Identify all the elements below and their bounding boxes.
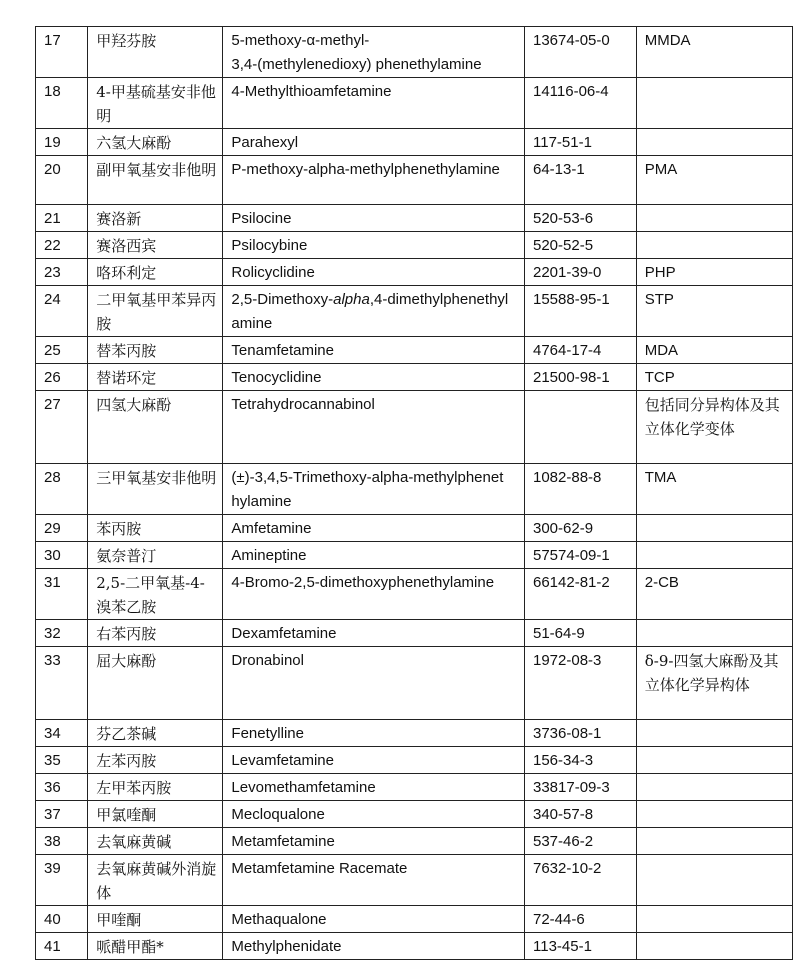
row-number: 29 xyxy=(36,515,88,542)
cas-number: 117-51-1 xyxy=(525,129,637,156)
row-number: 27 xyxy=(36,391,88,464)
english-name: Methylphenidate xyxy=(223,933,525,960)
english-name: (±)-3,4,5-Trimethoxy-alpha-methylphenet hylamine xyxy=(223,464,525,515)
english-name: Amineptine xyxy=(223,542,525,569)
remark xyxy=(636,232,792,259)
english-name: Metamfetamine xyxy=(223,828,525,855)
english-name: Psilocybine xyxy=(223,232,525,259)
chinese-name: 去氧麻黄碱 xyxy=(88,828,223,855)
chinese-name: 赛洛西宾 xyxy=(88,232,223,259)
chinese-name: 左苯丙胺 xyxy=(88,747,223,774)
english-name: 4-Methylthioamfetamine xyxy=(223,78,525,129)
english-name: Psilocine xyxy=(223,205,525,232)
controlled-substances-table xyxy=(35,26,793,960)
cas-number: 13674-05-0 xyxy=(525,27,637,78)
cas-number: 51-64-9 xyxy=(525,620,637,647)
remark xyxy=(636,906,792,933)
chinese-name: 替苯丙胺 xyxy=(88,337,223,364)
table-row xyxy=(36,464,793,515)
remark: MDA xyxy=(636,337,792,364)
chinese-name: 芬乙茶碱 xyxy=(88,720,223,747)
chinese-name: 苯丙胺 xyxy=(88,515,223,542)
chinese-name: 2,5-二甲氧基-4-溴苯乙胺 xyxy=(88,569,223,620)
table-row xyxy=(36,205,793,232)
remark xyxy=(636,620,792,647)
english-name: Levamfetamine xyxy=(223,747,525,774)
english-name: Metamfetamine Racemate xyxy=(223,855,525,906)
english-name: Mecloqualone xyxy=(223,801,525,828)
chinese-name: 氨奈普汀 xyxy=(88,542,223,569)
table-row xyxy=(36,647,793,720)
remark: δ-9-四氢大麻酚及其立体化学异构体 xyxy=(636,647,792,720)
cas-number xyxy=(525,391,637,464)
english-name: 5-methoxy-α-methyl- 3,4-(methylenedioxy) phenethylamine xyxy=(223,27,525,78)
cas-number: 72-44-6 xyxy=(525,906,637,933)
cas-number: 520-52-5 xyxy=(525,232,637,259)
table-row xyxy=(36,27,793,78)
english-name: Dronabinol xyxy=(223,647,525,720)
chinese-name: 三甲氧基安非他明 xyxy=(88,464,223,515)
table-body xyxy=(36,27,793,960)
table-row xyxy=(36,78,793,129)
table-row xyxy=(36,747,793,774)
table-row xyxy=(36,569,793,620)
cas-number: 520-53-6 xyxy=(525,205,637,232)
row-number: 22 xyxy=(36,232,88,259)
chinese-name: 甲氯喹酮 xyxy=(88,801,223,828)
remark: TCP xyxy=(636,364,792,391)
english-name: Rolicyclidine xyxy=(223,259,525,286)
chinese-name: 左甲苯丙胺 xyxy=(88,774,223,801)
row-number: 17 xyxy=(36,27,88,78)
english-name: Methaqualone xyxy=(223,906,525,933)
table-row xyxy=(36,720,793,747)
chinese-name: 二甲氧基甲苯异丙胺 xyxy=(88,286,223,337)
row-number: 37 xyxy=(36,801,88,828)
english-name: 4-Bromo-2,5-dimethoxyphenethylamine xyxy=(223,569,525,620)
english-name: Parahexyl xyxy=(223,129,525,156)
table-row xyxy=(36,232,793,259)
table-row xyxy=(36,259,793,286)
remark xyxy=(636,855,792,906)
cas-number: 7632-10-2 xyxy=(525,855,637,906)
cas-number: 21500-98-1 xyxy=(525,364,637,391)
row-number: 33 xyxy=(36,647,88,720)
remark: MMDA xyxy=(636,27,792,78)
row-number: 40 xyxy=(36,906,88,933)
english-name: Fenetylline xyxy=(223,720,525,747)
row-number: 25 xyxy=(36,337,88,364)
english-name: P-methoxy-alpha-methylphenethylamine xyxy=(223,156,525,205)
row-number: 28 xyxy=(36,464,88,515)
row-number: 38 xyxy=(36,828,88,855)
table-row xyxy=(36,286,793,337)
cas-number: 57574-09-1 xyxy=(525,542,637,569)
cas-number: 3736-08-1 xyxy=(525,720,637,747)
chinese-name: 甲喹酮 xyxy=(88,906,223,933)
remark xyxy=(636,720,792,747)
cas-number: 537-46-2 xyxy=(525,828,637,855)
row-number: 41 xyxy=(36,933,88,960)
cas-number: 300-62-9 xyxy=(525,515,637,542)
chinese-name: 咯环利定 xyxy=(88,259,223,286)
remark: PMA xyxy=(636,156,792,205)
english-name: Amfetamine xyxy=(223,515,525,542)
english-name: Tetrahydrocannabinol xyxy=(223,391,525,464)
table-row xyxy=(36,933,793,960)
english-name: Tenamfetamine xyxy=(223,337,525,364)
row-number: 31 xyxy=(36,569,88,620)
remark: TMA xyxy=(636,464,792,515)
row-number: 34 xyxy=(36,720,88,747)
remark xyxy=(636,542,792,569)
cas-number: 33817-09-3 xyxy=(525,774,637,801)
row-number: 30 xyxy=(36,542,88,569)
cas-number: 15588-95-1 xyxy=(525,286,637,337)
cas-number: 66142-81-2 xyxy=(525,569,637,620)
english-name: Levomethamfetamine xyxy=(223,774,525,801)
row-number: 32 xyxy=(36,620,88,647)
english-name: 2,5-Dimethoxy-alpha,4-dimethylphenethyl amine xyxy=(223,286,525,337)
table-row xyxy=(36,156,793,205)
remark: STP xyxy=(636,286,792,337)
row-number: 20 xyxy=(36,156,88,205)
chinese-name: 右苯丙胺 xyxy=(88,620,223,647)
remark xyxy=(636,78,792,129)
remark: PHP xyxy=(636,259,792,286)
table-row xyxy=(36,129,793,156)
table-row xyxy=(36,801,793,828)
cas-number: 2201-39-0 xyxy=(525,259,637,286)
chinese-name: 4-甲基硫基安非他明 xyxy=(88,78,223,129)
remark xyxy=(636,205,792,232)
table-row xyxy=(36,391,793,464)
table-row xyxy=(36,515,793,542)
table-row xyxy=(36,620,793,647)
remark xyxy=(636,747,792,774)
remark xyxy=(636,129,792,156)
cas-number: 1082-88-8 xyxy=(525,464,637,515)
chinese-name: 屈大麻酚 xyxy=(88,647,223,720)
row-number: 19 xyxy=(36,129,88,156)
row-number: 18 xyxy=(36,78,88,129)
row-number: 24 xyxy=(36,286,88,337)
table-row xyxy=(36,542,793,569)
table-row xyxy=(36,906,793,933)
remark xyxy=(636,933,792,960)
row-number: 35 xyxy=(36,747,88,774)
cas-number: 156-34-3 xyxy=(525,747,637,774)
remark xyxy=(636,515,792,542)
english-name: Tenocyclidine xyxy=(223,364,525,391)
cas-number: 1972-08-3 xyxy=(525,647,637,720)
chinese-name: 副甲氧基安非他明 xyxy=(88,156,223,205)
chinese-name: 六氢大麻酚 xyxy=(88,129,223,156)
cas-number: 64-13-1 xyxy=(525,156,637,205)
chinese-name: 甲羟芬胺 xyxy=(88,27,223,78)
chinese-name: 替诺环定 xyxy=(88,364,223,391)
table-row xyxy=(36,337,793,364)
remark: 包括同分异构体及其立体化学变体 xyxy=(636,391,792,464)
table-row xyxy=(36,364,793,391)
table-row xyxy=(36,774,793,801)
chinese-name: 哌醋甲酯* xyxy=(88,933,223,960)
chinese-name: 四氢大麻酚 xyxy=(88,391,223,464)
chinese-name: 去氧麻黄碱外消旋体 xyxy=(88,855,223,906)
cas-number: 113-45-1 xyxy=(525,933,637,960)
table-row xyxy=(36,855,793,906)
row-number: 26 xyxy=(36,364,88,391)
cas-number: 14116-06-4 xyxy=(525,78,637,129)
table-row xyxy=(36,828,793,855)
row-number: 21 xyxy=(36,205,88,232)
chinese-name: 赛洛新 xyxy=(88,205,223,232)
remark xyxy=(636,774,792,801)
remark: 2-CB xyxy=(636,569,792,620)
cas-number: 4764-17-4 xyxy=(525,337,637,364)
cas-number: 340-57-8 xyxy=(525,801,637,828)
row-number: 39 xyxy=(36,855,88,906)
row-number: 36 xyxy=(36,774,88,801)
row-number: 23 xyxy=(36,259,88,286)
remark xyxy=(636,801,792,828)
english-name: Dexamfetamine xyxy=(223,620,525,647)
remark xyxy=(636,828,792,855)
